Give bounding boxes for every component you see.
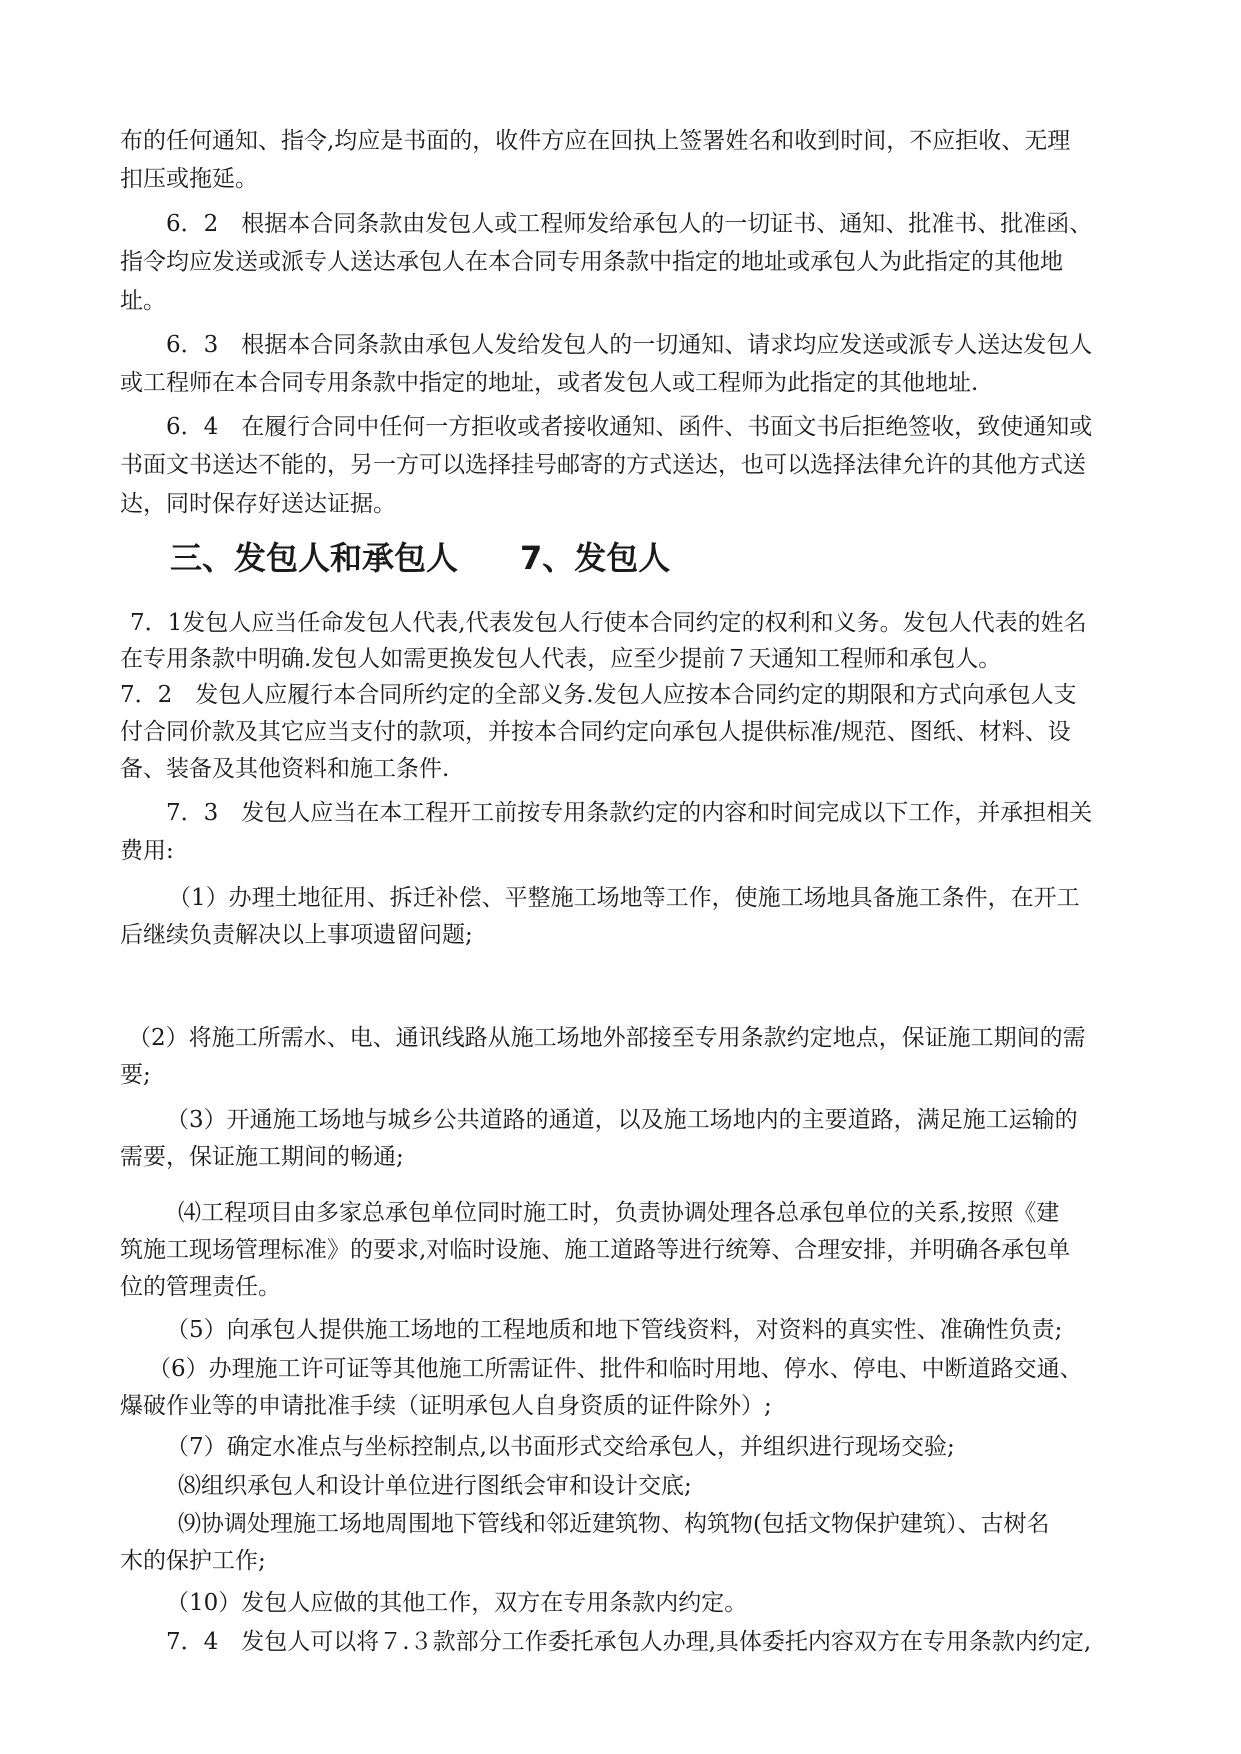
paragraph-7-1-line-1: 7．1发包人应当任命发包人代表,代表发包人行使本合同约定的权利和义务。发包人代表的姓名	[130, 610, 1087, 636]
paragraph-7-2-line-2: 付合同价款及其它应当支付的款项，并按本合同约定向承包人提供标准/规范、图纸、材料、设	[120, 719, 1071, 745]
list-item-7: （7）确定水准点与坐标控制点,以书面形式交给承包人，并组织进行现场交验;	[166, 1434, 955, 1460]
list-item-5: （5）向承包人提供施工场地的工程地质和地下管线资料，对资料的真实性、准确性负责;	[166, 1317, 1063, 1343]
section-heading	[170, 538, 670, 578]
paragraph-6-3-line-2: 或工程师在本合同专用条款中指定的地址，或者发包人或工程师为此指定的其他地址.	[120, 370, 979, 396]
paragraph-7-3-line-1: 7．3 发包人应当在本工程开工前按专用条款约定的内容和时间完成以下工作，并承担相关	[166, 800, 1093, 826]
list-item-8: ⑻组织承包人和设计单位进行图纸会审和设计交底;	[178, 1473, 692, 1499]
list-item-1-line-1: （1）办理土地征用、拆迁补偿、平整施工场地等工作，使施工场地具备施工条件，在开工	[168, 885, 1080, 911]
list-item-9-line-1: ⑼协调处理施工场地周围地下管线和邻近建筑物、构筑物(包括文物保护建筑）、古树名	[178, 1511, 1050, 1537]
paragraph-6-4-line-1: 6．4 在履行合同中任何一方拒收或者接收通知、函件、书面文书后拒绝签收，致使通知或	[166, 414, 1093, 440]
list-item-2-line-1: （2）将施工所需水、电、通讯线路从施工场地外部接至专用条款约定地点，保证施工期间的需	[128, 1025, 1086, 1051]
list-item-6-line-1: （6）办理施工许可证等其他施工所需证件、批件和临时用地、停水、停电、中断道路交通、	[148, 1356, 1083, 1382]
paragraph-7-4-line-1: 7．4 发包人可以将７.３款部分工作委托承包人办理,具体委托内容双方在专用条款内约定,	[166, 1629, 1092, 1655]
paragraph-6-4-line-2: 书面文书送达不能的，另一方可以选择挂号邮寄的方式送达，也可以选择法律允许的其他方式送	[120, 452, 1086, 478]
paragraph-6-2-line-1: 6．2 根据本合同条款由发包人或工程师发给承包人的一切证书、通知、批准书、批准函、	[166, 211, 1093, 237]
paragraph-7-3-line-2: 费用:	[120, 838, 174, 864]
paragraph-6-2-line-2: 指令均应发送或派专人送达承包人在本合同专用条款中指定的地址或承包人为此指定的其他地	[120, 249, 1063, 275]
paragraph-7-1-line-2: 在专用条款中明确.发包人如需更换发包人代表，应至少提前７天通知工程师和承包人。	[120, 646, 1002, 672]
list-item-4-line-1: ⑷工程项目由多家总承包单位同时施工时，负责协调处理各总承包单位的关系,按照《建	[178, 1200, 1060, 1226]
list-item-4-line-3: 位的管理责任。	[120, 1274, 281, 1300]
paragraph-6-4-line-3: 达，同时保存好送达证据。	[120, 491, 396, 517]
list-item-6-line-2: 爆破作业等的申请批准手续（证明承包人自身资质的证件除外）;	[120, 1393, 772, 1419]
paragraph-7-2-line-3: 备、装备及其他资料和施工条件.	[120, 756, 450, 782]
list-item-10: （10）发包人应做的其他工作，双方在专用条款内约定。	[166, 1590, 748, 1616]
paragraph-7-2-line-1: 7．2 发包人应履行本合同所约定的全部义务.发包人应按本合同约定的期限和方式向承包人支	[120, 682, 1077, 708]
section-heading-subpart: 7、发包人	[520, 539, 671, 577]
list-item-2-line-2: 要;	[120, 1062, 151, 1088]
list-item-3-line-1: （3）开通施工场地与城乡公共道路的通道，以及施工场地内的主要道路，满足施工运输的	[166, 1107, 1078, 1133]
paragraph-6-3-line-1: 6．3 根据本合同条款由承包人发给发包人的一切通知、请求均应发送或派专人送达发包人	[166, 332, 1093, 358]
paragraph-6-1-line-2: 扣压或拖延。	[120, 166, 258, 192]
list-item-4-line-2: 筑施工现场管理标准》的要求,对临时设施、施工道路等进行统筹、合理安排，并明确各承包单	[120, 1237, 1071, 1263]
list-item-3-line-2: 需要，保证施工期间的畅通;	[120, 1144, 404, 1170]
paragraph-6-1-line-1: 布的任何通知、指令,均应是书面的，收件方应在回执上签署姓名和收到时间，不应拒收、无理	[120, 128, 1071, 154]
paragraph-6-2-line-3: 址。	[120, 288, 166, 314]
list-item-1-line-2: 后继续负责解决以上事项遗留问题;	[120, 922, 473, 948]
section-heading-part: 三、发包人和承包人	[170, 539, 459, 577]
list-item-9-line-2: 木的保护工作;	[120, 1548, 266, 1574]
